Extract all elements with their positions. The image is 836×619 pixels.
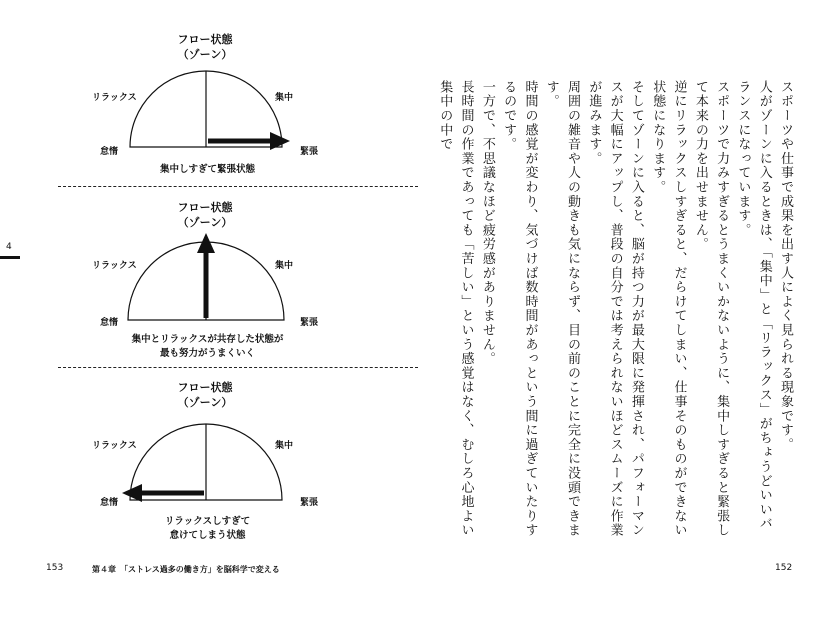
label-tension: 緊張 — [300, 318, 319, 328]
diagram-title — [150, 200, 260, 230]
page-number-right: 152 — [775, 563, 793, 573]
caption-line: リラックスしすぎて — [164, 516, 251, 527]
label-tension: 緊張 — [300, 147, 319, 157]
diagram-caption — [100, 515, 315, 543]
diagram-caption — [100, 163, 315, 177]
paragraph: 周囲の雑音や人の動きも気にならず、目の前のことに完全に没頭できます。 — [543, 80, 581, 538]
arrow-left-icon — [122, 484, 142, 502]
semicircle-diagram — [0, 0, 418, 185]
flow-diagram-lazy — [0, 370, 418, 545]
right-page — [418, 0, 836, 619]
flow-diagram-balanced — [0, 190, 418, 365]
diagram-caption — [100, 333, 315, 361]
paragraph: 人がゾーンに入るときは、「集中」と「リラックス」がちょうどいいバランスになっています。 — [735, 80, 772, 532]
label-tension: 緊張 — [300, 498, 319, 508]
title-line: フロー状態 — [177, 201, 233, 214]
label-lazy: 怠惰 — [100, 498, 119, 508]
title-line: （ゾーン） — [177, 216, 233, 229]
chapter-tab-marker — [0, 256, 20, 259]
label-relax: リラックス — [92, 261, 137, 271]
label-lazy: 怠惰 — [100, 318, 119, 328]
paragraph: 一方で、不思議なほど疲労感がありません。 — [479, 80, 495, 366]
paragraph: そしてゾーンに入ると、脳が持つ力が最大限に発揮され、パフォーマンスが大幅にアップし、普段の自分では考えられないほどスムーズに作業が進みます。 — [586, 80, 644, 538]
caption-line: 集中とリラックスが共存した状態が — [131, 334, 284, 345]
caption-line: 怠けてしまう状態 — [169, 530, 246, 541]
paragraph: 逆にリラックスしすぎると、だらけてしまい、仕事そのものができない状態になります。 — [650, 80, 687, 538]
diagram-title — [150, 380, 260, 410]
page-number-left: 153 — [46, 563, 64, 573]
paragraph: 時間の感覚が変わり、気づけば数時間があっという間に過ぎていたりするのです。 — [501, 80, 538, 538]
diagram-title — [150, 32, 260, 62]
running-header-chapter: 第４章 「ストレス過多の働き方」を脳科学で変える — [92, 565, 280, 574]
dashed-divider — [58, 186, 418, 187]
caption-line: 最も努力がうまくいく — [159, 348, 255, 359]
paragraph: 長時間の作業であっても「苦しい」という感覚はなく、むしろ心地よい集中の中で — [437, 80, 474, 538]
caption-line: 集中しすぎて緊張状態 — [159, 164, 255, 175]
title-line: フロー状態 — [177, 33, 233, 46]
label-relax: リラックス — [92, 93, 137, 103]
label-lazy: 怠惰 — [100, 147, 119, 157]
title-line: （ゾーン） — [177, 48, 233, 61]
paragraph: スポーツで力みすぎるとうまくいかないように、集中しすぎると緊張して本来の力を出せません。 — [692, 80, 730, 538]
label-focus: 集中 — [275, 441, 294, 451]
dashed-divider — [58, 367, 418, 368]
title-line: フロー状態 — [177, 381, 233, 394]
label-focus: 集中 — [275, 93, 294, 103]
label-focus: 集中 — [275, 261, 294, 271]
title-line: （ゾーン） — [177, 396, 233, 409]
label-relax: リラックス — [92, 441, 137, 451]
paragraph: スポーツや仕事で成果を出す人によく見られる現象です。 — [778, 80, 793, 452]
arrow-up-icon — [197, 233, 215, 253]
flow-diagram-tension — [0, 0, 418, 185]
vertical-body-text — [437, 80, 796, 540]
chapter-tab-number: 4 — [6, 242, 12, 252]
